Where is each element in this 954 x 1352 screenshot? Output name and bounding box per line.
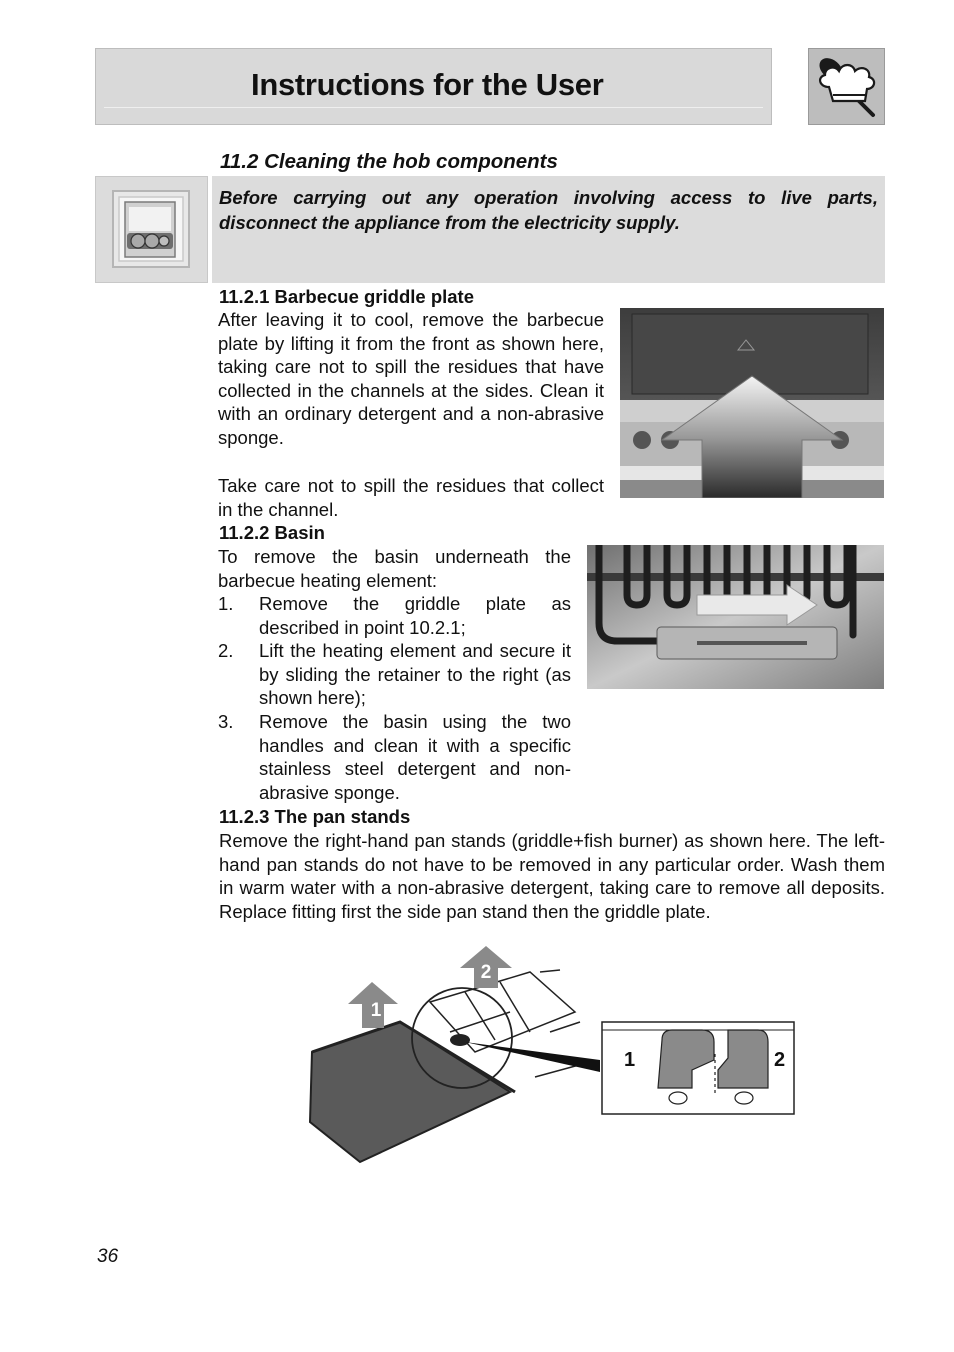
pan-stands-heading: 11.2.3 The pan stands xyxy=(219,806,411,827)
step-number: 1. xyxy=(218,593,234,614)
heating-element-photo xyxy=(587,545,884,689)
page-number: 36 xyxy=(97,1246,119,1267)
list-item xyxy=(218,592,571,639)
griddle-paragraph-2: Take care not to spill the residues that collect in the channel. xyxy=(218,475,604,520)
basin-intro: To remove the basin underneath the barbecue heating element: xyxy=(218,546,571,591)
chef-hat-spoon-icon xyxy=(808,48,885,125)
detail-left-label: 1 xyxy=(624,1049,636,1071)
header-bar xyxy=(95,48,772,125)
warning-box xyxy=(212,176,885,283)
griddle-lift-photo xyxy=(620,308,884,498)
step-number: 3. xyxy=(218,710,234,732)
basin-heading: 11.2.2 Basin xyxy=(219,522,325,543)
step-text: Lift the heating element and secure it by sliding the retainer to the right (as shown here); xyxy=(259,640,571,709)
griddle-paragraph-1: After leaving it to cool, remove the barbecue plate by lifting it from the front as shown here, taking care not to spill the residues that have collected in the channels at the sides. Clean it with an ordinary detergent and a non-abrasive sponge. xyxy=(218,309,604,448)
step-text: Remove the basin using the two handles and clean it with a specific stainless steel detergent and non-abrasive sponge. xyxy=(259,710,571,803)
electric-socket-icon xyxy=(111,189,193,271)
list-item xyxy=(218,639,571,710)
arrow-1-label: 1 xyxy=(370,1000,382,1021)
section-title: 11.2 Cleaning the hob components xyxy=(220,150,558,173)
warning-text: Before carrying out any operation involving access to live parts, disconnect the appliance from the electricity supply. xyxy=(219,187,878,233)
page-title: Instructions for the User xyxy=(251,67,604,102)
arrow-2-label: 2 xyxy=(480,962,492,983)
warning-icon-box xyxy=(95,176,208,283)
griddle-heading: 11.2.1 Barbecue griddle plate xyxy=(219,286,474,307)
basin-steps-list xyxy=(218,592,571,804)
detail-right-label: 2 xyxy=(774,1049,786,1071)
step-text: Remove the griddle plate as described in point 10.2.1; xyxy=(259,593,571,638)
pan-stands-paragraph: Remove the right-hand pan stands (griddle+fish burner) as shown here. The left-hand pan stands do not have to be removed in any particular order. Wash them in warm water with a non-abrasive detergent, taking care to remove all deposits. Replace fitting first the side pan stand then the griddle plate. xyxy=(219,830,885,922)
list-item xyxy=(218,710,571,804)
step-number: 2. xyxy=(218,640,234,662)
pan-stands-diagram xyxy=(300,942,800,1170)
